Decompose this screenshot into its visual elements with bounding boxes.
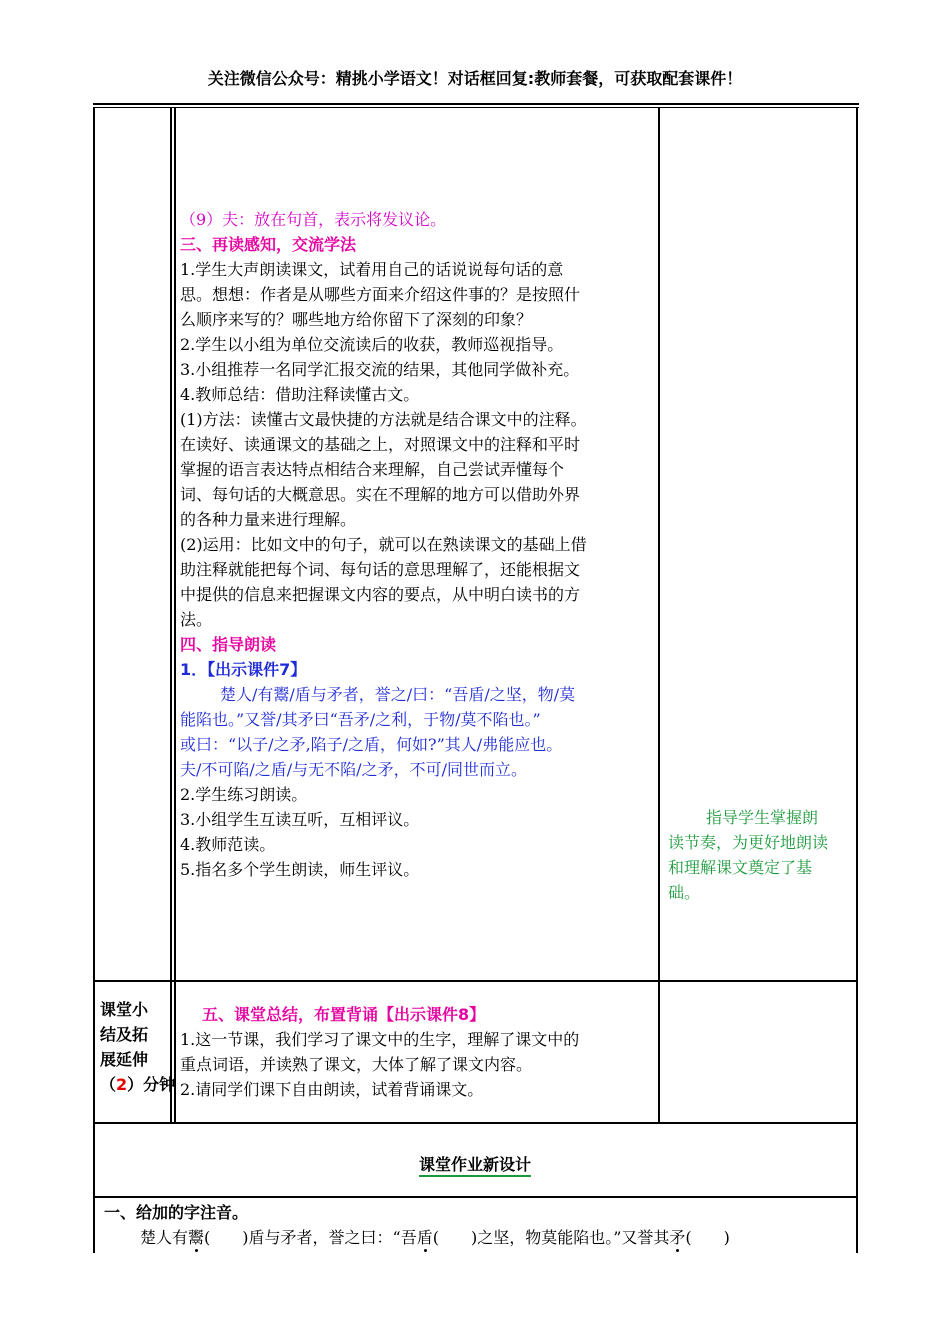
s3-line: 么顺序来写的？哪些地方给你留下了深刻的印象？ [180, 310, 533, 329]
s4-step: 5.指名多个学生朗读，师生评议。 [180, 860, 420, 879]
homework-title-wrap [0, 1152, 950, 1175]
q1-marked-char: 鬻 [188, 1228, 205, 1247]
summary-content [180, 1002, 579, 1102]
section5-title: 五、课堂总结，布置背诵【出示课件8】 [202, 1005, 486, 1024]
summary-label [100, 997, 176, 1097]
side-note-line: 和理解课文奠定了基 [668, 858, 813, 877]
summary-line: 1.这一节课，我们学习了课文中的生字，理解了课文中的 [180, 1030, 580, 1049]
table-row-divider-3 [93, 1196, 858, 1198]
summary-line: 重点词语，并读熟了课文，大体了解了课文内容。 [180, 1055, 533, 1074]
s4-text-line: 或曰：“以子/之矛,陷子/之盾，何如?”其人/弗能应也。 [180, 735, 563, 754]
s3-line: 2.学生以小组为单位交流读后的收获，教师巡视指导。 [180, 335, 564, 354]
s3-line: 法。 [180, 610, 213, 629]
q1-marked-char: 盾 [416, 1228, 433, 1247]
s3-line: 词、每句话的大概意思。实在不理解的地方可以借助外界 [180, 485, 581, 504]
header-rule-thick [93, 103, 859, 105]
q1-text-part: ( ) [685, 1228, 730, 1247]
table-border-left [93, 107, 95, 1253]
table-row-divider-1 [93, 980, 858, 982]
s4-step: 2.学生练习朗读。 [180, 785, 308, 804]
section4-title: 四、指导朗读 [180, 635, 277, 654]
summary-label-line: 展延伸 [100, 1050, 149, 1069]
s4-text-line: 楚人/有鬻/盾与矛者，誉之/曰：“吾盾/之坚，物/莫 [220, 685, 576, 704]
s3-line: 中提供的信息来把握课文内容的要点，从中明白读书的方 [180, 585, 581, 604]
s3-line: 3.小组推荐一名同学汇报交流的结果，其他同学做补充。 [180, 360, 580, 379]
summary-line: 2.请同学们课下自由朗读，试着背诵课文。 [180, 1080, 484, 1099]
s3-line: 助注释就能把每个词、每句话的意思理解了，还能根据文 [180, 560, 581, 579]
s4-step: 3.小组学生互读互听，互相评议。 [180, 810, 420, 829]
s3-line: 4.教师总结：借助注释读懂古文。 [180, 385, 420, 404]
header-rule-thin [93, 107, 859, 108]
s4-step: 4.教师范读。 [180, 835, 276, 854]
s3-line: 1.学生大声朗读课文，试着用自己的话说说每句话的意 [180, 260, 564, 279]
q1-text-part: ( )之坚，物莫能陷也。”又誉其 [432, 1228, 670, 1247]
s3-line: 的各种力量来进行理解。 [180, 510, 357, 529]
note-9: （9）夫：放在句首，表示将发议论。 [180, 210, 447, 229]
homework-title: 课堂作业新设计 [419, 1155, 531, 1177]
homework-q1: 一、给加的字注音。 [104, 1203, 249, 1222]
table-row-divider-2 [93, 1122, 858, 1124]
summary-duration-open: （ [100, 1075, 117, 1094]
table-col-divider-1 [170, 107, 172, 1123]
side-note-line: 读节奏，为更好地朗读 [668, 833, 829, 852]
section3-title: 三、再读感知，交流学法 [180, 235, 357, 254]
summary-duration-number: 2 [116, 1075, 128, 1094]
summary-label-line: 课堂小 [100, 1000, 149, 1019]
side-note-line: 指导学生掌握朗 [706, 808, 819, 827]
q1-marked-char: 矛 [669, 1228, 686, 1247]
s3-line: (1)方法：读懂古文最快捷的方法就是结合课文中的注释。 [180, 410, 587, 429]
s4-text-line: 能陷也。”又誉/其矛曰“吾矛/之利，于物/莫不陷也。” [180, 710, 541, 729]
homework-content [104, 1200, 730, 1250]
s4-text-line: 夫/不可陷/之盾/与无不陷/之矛，不可/同世而立。 [180, 760, 527, 779]
table-col-divider-2 [658, 107, 660, 1123]
s3-line: 思。想想：作者是从哪些方面来介绍这件事的？是按照什 [180, 285, 581, 304]
summary-duration [100, 1072, 176, 1097]
main-content [180, 207, 587, 882]
q1-text-part: 楚人有 [140, 1228, 189, 1247]
q1-text-part: ( )盾与矛者，誉之曰：“吾 [204, 1228, 417, 1247]
s4-item1: 1．【出示课件7】 [180, 660, 307, 679]
table-col-divider-1b [174, 107, 176, 1123]
s3-line: 掌握的语言表达特点相结合来理解，自己尝试弄懂每个 [180, 460, 565, 479]
summary-duration-close: ）分钟 [127, 1075, 176, 1094]
side-note-line: 础。 [668, 883, 701, 902]
s3-line: 在读好、读通课文的基础之上，对照课文中的注释和平时 [180, 435, 581, 454]
homework-q1-text [104, 1225, 730, 1250]
page-header: 关注微信公众号：精挑小学语文！对话框回复:教师套餐，可获取配套课件！ [207, 69, 743, 88]
s3-line: (2)运用：比如文中的句子，就可以在熟读课文的基础上借 [180, 535, 587, 554]
table-border-right [856, 107, 858, 1253]
side-note [668, 805, 828, 905]
summary-label-line: 结及拓 [100, 1025, 149, 1044]
